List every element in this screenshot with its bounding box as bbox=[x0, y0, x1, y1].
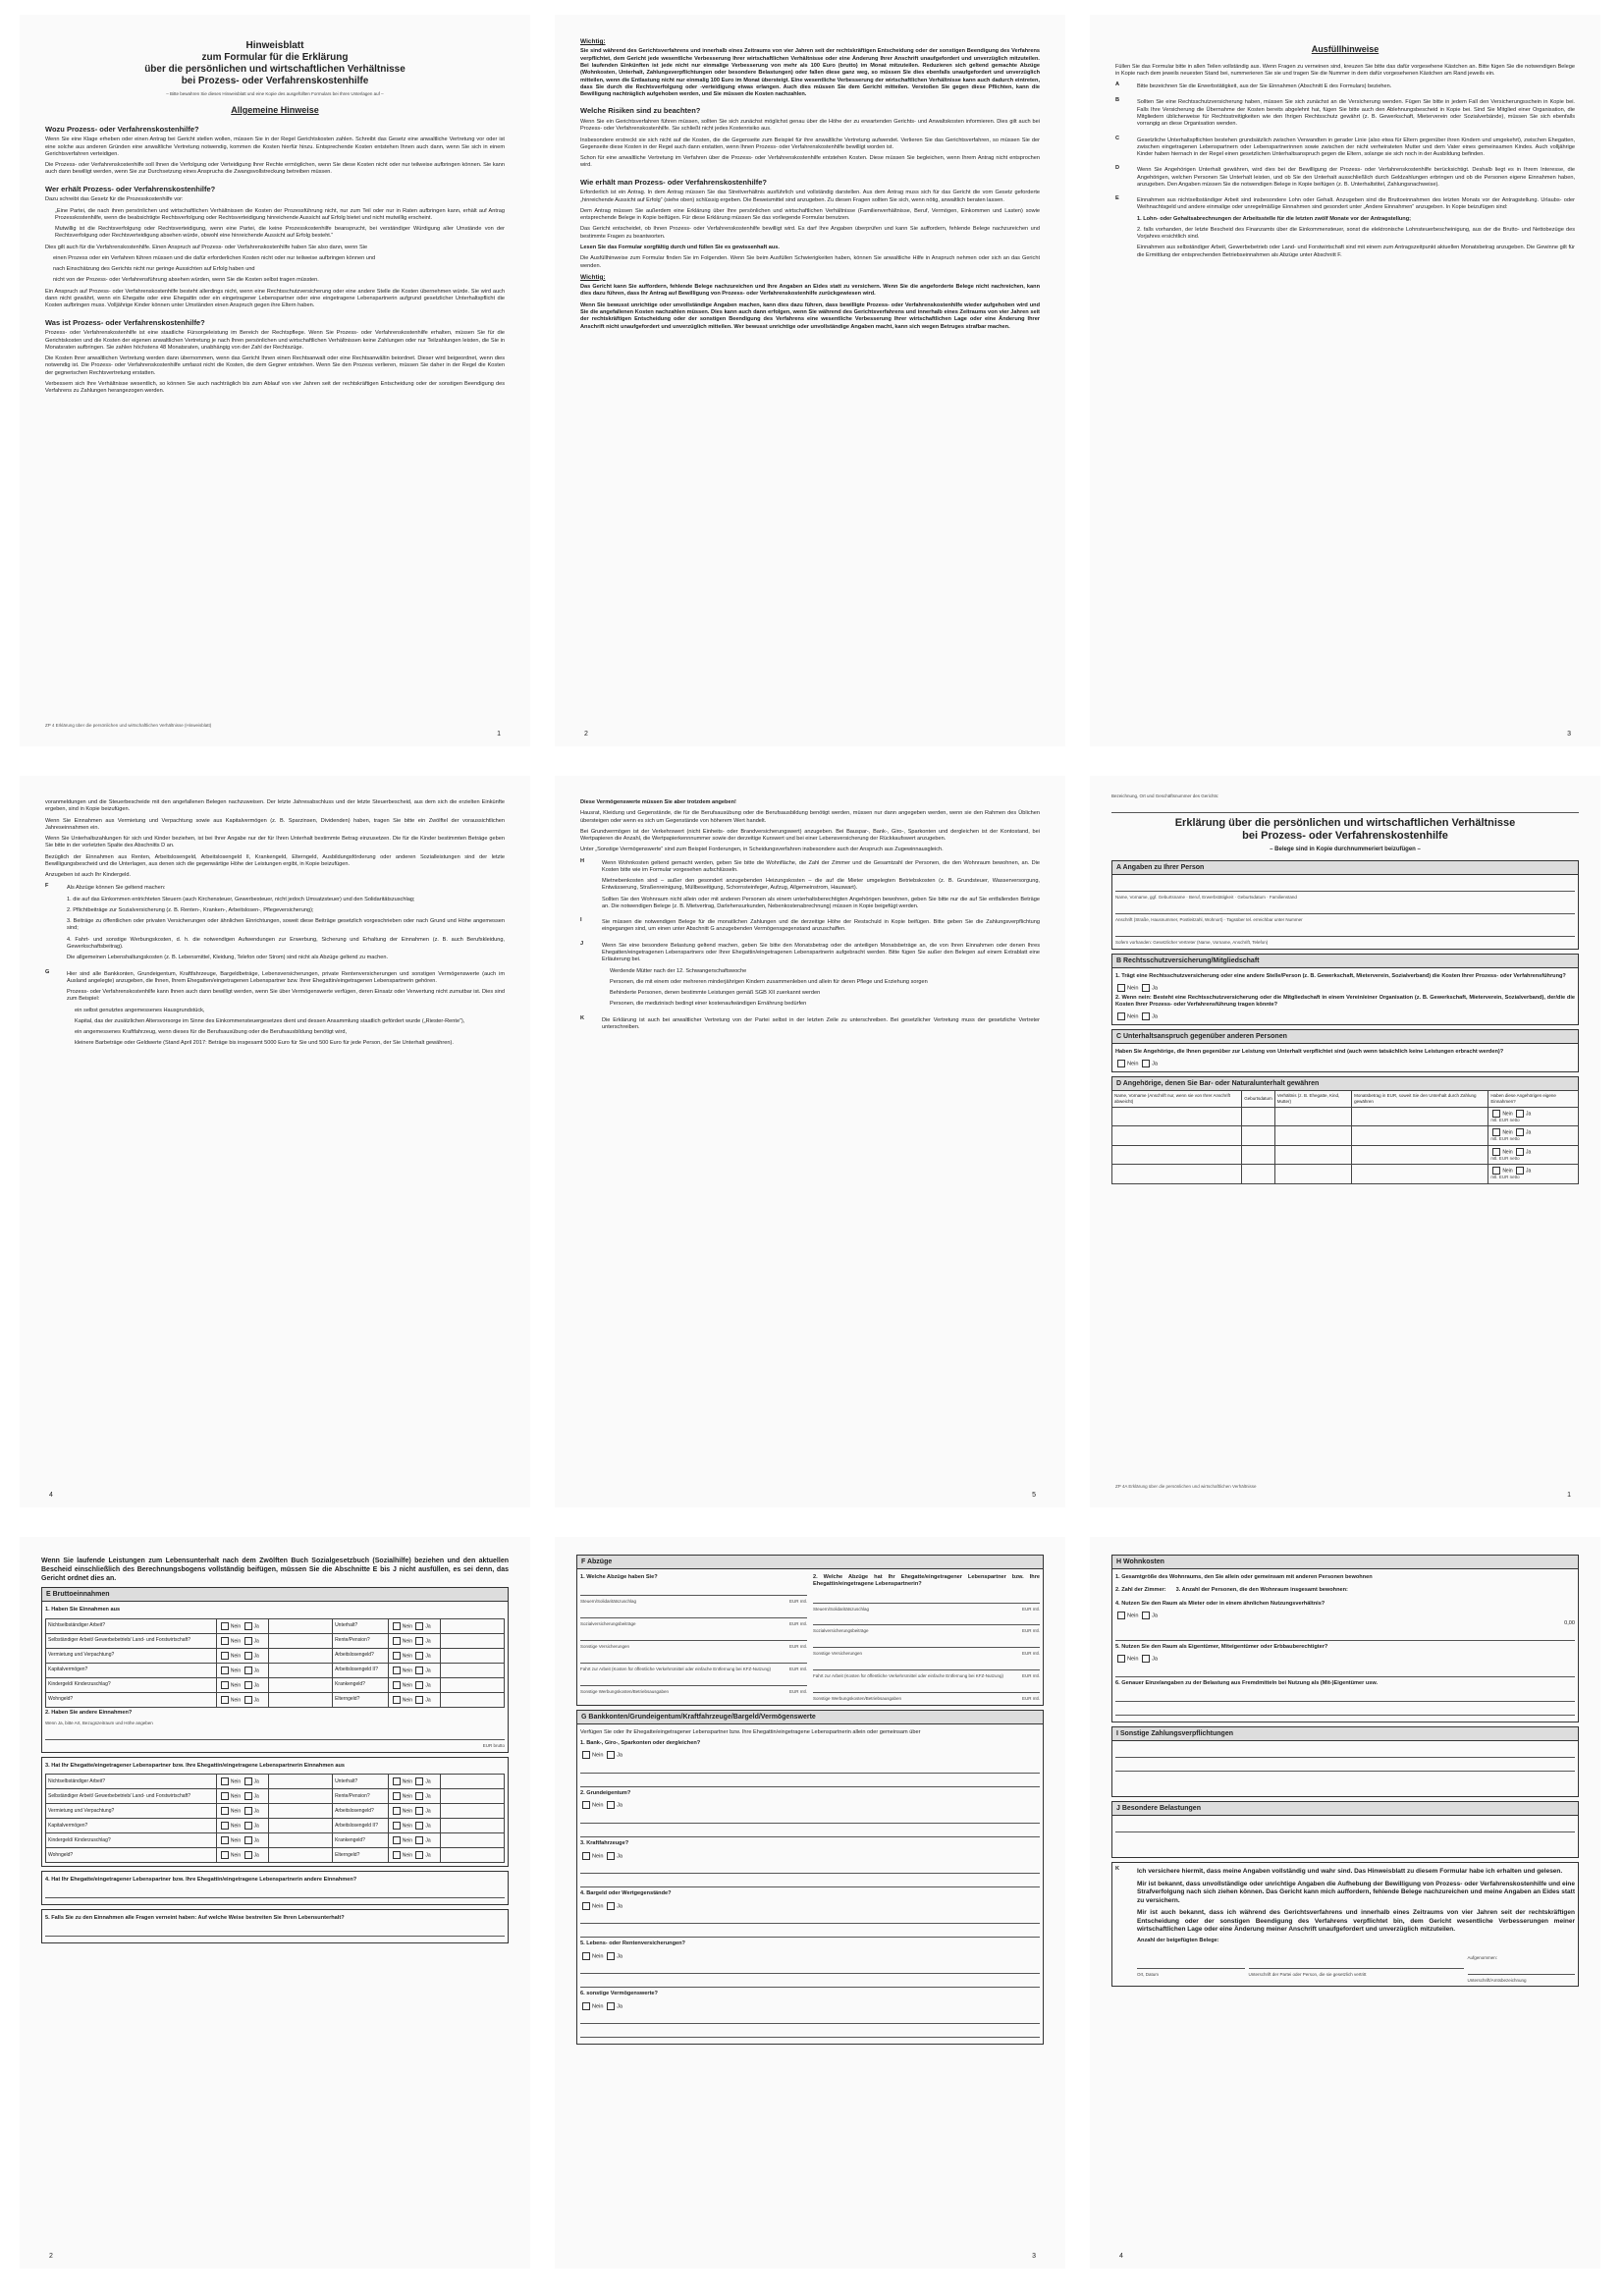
page-number: 4 bbox=[49, 1491, 53, 1499]
s2-quote2: Mutwillig ist die Rechtsverfolgung oder Rechtsverteidigung, wenn eine Partei, die keine Prozesskostenhilfe beansprucht, bei verständiger Würdigung aller Umstände von der Rechtsverfolgung oder Rechtsverteidigung absehen würde, obwohl eine hinreichende Aussicht auf Erfolg besteht.“ bbox=[55, 226, 505, 240]
income-type: Unterhalt? bbox=[333, 1774, 389, 1788]
date-field[interactable] bbox=[1137, 1958, 1245, 1969]
obtain-title: Wie erhält man Prozess- oder Verfahrenskostenhilfe? bbox=[580, 177, 767, 187]
table-row: Kapitalvermögen? Nein Ja Arbeitslosengeld II? Nein Ja bbox=[46, 1818, 505, 1832]
hint-F3: 3. Beiträge zu öffentlichen oder privaten Versicherungen oder ähnlichen Einrichtungen, soweit diese Beiträge gesetzlich vorgeschrieben oder nach Grund und Höhe angemessen sind; bbox=[67, 918, 505, 932]
status-label: Familienstand bbox=[1269, 895, 1297, 901]
label-I: I bbox=[580, 917, 582, 924]
I-field[interactable] bbox=[1115, 1747, 1575, 1758]
asset-item: 6. sonstige Vermögenswerte? Nein Ja bbox=[580, 1991, 1040, 2038]
yes-label: Ja bbox=[1152, 1061, 1158, 1067]
s1-title: Wozu Prozess- oder Verfahrenskostenhilfe? bbox=[45, 124, 199, 134]
H4-no-checkbox[interactable] bbox=[1117, 1612, 1125, 1619]
page-2 bbox=[555, 15, 1065, 746]
table-row: Nichtselbständiger Arbeit? Nein Ja Unterhalt? Nein Ja bbox=[46, 1618, 505, 1633]
table-row: Nein Ja mtl. EUR netto bbox=[1112, 1107, 1579, 1126]
D-col-income: Haben diese Angehörigen eigene Einnahmen? bbox=[1488, 1091, 1579, 1108]
table-row: Vermietung und Verpachtung? Nein Ja Arbeitslosengeld? Nein Ja bbox=[46, 1648, 505, 1663]
hint-E: Einnahmen aus nichtselbständiger Arbeit sind insbesondere Lohn oder Gehalt. Anzugeben sind die Bruttoeinnahmen des letzten Monats vor der Antragstellung. Urlaubs- oder Weihnachtsgeld und andere einmalige oder unregelmäßige Einnahmen sind gesondert unter „Andere Einnahmen“ anzugeben. In Kopie beizufügen sind: bbox=[1137, 197, 1575, 211]
attachments-label: Anzahl der beigefügten Belege: bbox=[1137, 1938, 1219, 1944]
hint-F: Als Abzüge können Sie geltend machen: bbox=[67, 885, 166, 892]
income-type: Elterngeld? bbox=[333, 1847, 389, 1862]
hint-E3: Einnahmen aus selbständiger Arbeit, Gewerbebetrieb oder Land- und Forstwirtschaft sind mit einem zum Antragszeitpunkt aktuellen Monatsbetrag anzugeben. Die Gewinne gilt für die Ermittlung der entsprechenden Betriebseinnahmen als Abzüge unter Abschnitt F. bbox=[1137, 245, 1575, 258]
hint-Jb2: Personen, die mit einem oder mehreren minderjährigen Kindern zusammenleben und allein für deren Pflege und Erziehung sorgen bbox=[610, 978, 928, 985]
label-J: J bbox=[580, 940, 584, 947]
H5-no-checkbox[interactable] bbox=[1117, 1655, 1125, 1663]
income-type: Selbständiger Arbeit/ Gewerbebetrieb/ Land- und Forstwirtschaft? bbox=[46, 1633, 217, 1648]
D-col-birth: Geburtsdatum bbox=[1242, 1091, 1275, 1108]
page-number: 3 bbox=[1567, 730, 1571, 738]
F1-question: 1. Welche Abzüge haben Sie? bbox=[580, 1574, 658, 1581]
page-6: Bezeichnung, Ort und Geschäftsnummer des Gerichts: Erklärung über die persönlichen und wirtschaftlichen Verhältnisse bei Prozess- oder Verfahrenskostenhilfe – Belege sind in Kopie durchnummeriert beizufügen – A Angaben zu Ihrer Person Name, Vorname, ggf. Geburtsname · Beruf, Erwerbstätigkeit · Geburtsdatum · Familienstand Anschrift (Straße, Hausnummer, Postleitzahl, Wohnort) · Tagsüber tel. erreichbar unter Nummer Sofern vorhanden: Gesetzlicher Vertreter (Name, Vorname, Anschrift, Telefon) B Rechtsschutzversicherung/Mitgliedschaft 1. Trägt eine Rechtsschutzversicherung oder eine andere Stelle/Person (z. B. Gewerkschaft, Mieterverein, Sozialverband) die Kosten Ihrer Prozess- oder Verfahrensführung? Nein Ja 2. Wenn nein: Besteht eine Rechtsschutzversicherung oder die Mitgliedschaft in einem Verein/einer Organisation (z. B. Gewerkschaft, Mieterverein, Sozialverband), der/die die Kosten Ihrer Prozess- oder Verfahrensführung tragen könnte? Nein Ja C Unterhaltsanspruch gegenüber anderen Personen Haben Sie Angehörige, die Ihnen gegenüber zur Leistung von Unterhalt verpflichtet sind (auch wenn tatsächlich keine Leistungen erbracht werden)? Nein Ja D Angehörige, denen Sie Bar- oder Naturalunterhalt gewähren Name, Vorname (Anschrift nur, wenn sie von Ihrer Anschrift abweicht) Geburtsdatum Verhältnis (z. B. Ehegatte, Kind, Mutter) Monatsbetrag in EUR, soweit Sie den Unterhalt durch Zahlung gewähren Haben diese Angehörigen eigene Einnahmen? Nein Ja mtl. EUR netto Nein Ja mtl. EUR netto Nein Ja mtl. EUR netto Nein Ja mtl. EUR netto ZP 4A Erklärung über die persönlichen und wirtschaftlichen Verhältnisse 1 bbox=[1090, 776, 1600, 1507]
H4-yes-checkbox[interactable] bbox=[1142, 1612, 1150, 1619]
H4-total: 0,00 bbox=[1564, 1619, 1575, 1626]
s1-text: Wenn Sie eine Klage erheben oder einen Antrag bei Gericht stellen wollen, müssen Sie in der Regel Gerichtskosten zahlen. Schreibt das Gesetz eine anwaltliche Vertretung vor oder ist eine solche aus anderen Gründen eine anwaltliche Vertretung notwendig, kommen die Kosten hierfür hinzu. Entsprechende Kosten entstehen Ihnen auch dann, wenn Sie sich in einem Gerichtsverfahren verteidigen. bbox=[45, 137, 505, 157]
table-row: Wohngeld? Nein Ja Elterngeld? Nein Ja bbox=[46, 1847, 505, 1862]
s2-title: Wer erhält Prozess- oder Verfahrenskostenhilfe? bbox=[45, 184, 216, 193]
D-col-relation: Verhältnis (z. B. Ehegatte, Kind, Mutter) bbox=[1274, 1091, 1351, 1108]
official-field[interactable] bbox=[1468, 1964, 1576, 1975]
income-type: Wohngeld? bbox=[46, 1847, 217, 1862]
income-type: Rente/Pension? bbox=[333, 1788, 389, 1803]
obtain-text2: Dem Antrag müssen Sie außerdem eine Erklärung über Ihre persönlichen und wirtschaftlichen Verhältnisse (Familienverhältnisse, Beruf, Vermögen, Einkommen und Lasten) sowie entsprechende Belege in Kopie beifügen. Für diese Erklärung müssen Sie das vorliegende Formular benutzen. bbox=[580, 207, 1040, 222]
hint-Jb1: Werdende Mütter nach der 12. Schwangerschaftswoche bbox=[610, 967, 747, 974]
s2-text2: Dies gilt auch für die Verfahrenskostenhilfe. Einen Anspruch auf Prozess- oder Verfahrenskostenhilfe haben Sie also dann, wenn Sie bbox=[45, 244, 368, 250]
income-type: Krankengeld? bbox=[333, 1677, 389, 1692]
obtain-text4: Lesen Sie das Formular sorgfältig durch und füllen Sie es gewissenhaft aus. bbox=[580, 244, 780, 250]
label-G: G bbox=[45, 968, 50, 975]
income-type: Vermietung und Verpachtung? bbox=[46, 1803, 217, 1818]
D-col-amount: Monatsbetrag in EUR, soweit Sie den Unterhalt durch Zahlung gewähren bbox=[1352, 1091, 1488, 1108]
E2-question: 2. Haben Sie andere Einnahmen? bbox=[45, 1709, 133, 1716]
E2-hint: Wenn Ja, bitte Art, Bezugszeitraum und Höhe angeben bbox=[45, 1720, 153, 1725]
C1-question: Haben Sie Angehörige, die Ihnen gegenüber zur Leistung von Unterhalt verpflichtet sind (auch wenn tatsächlich keine Leistungen erbracht werden)? bbox=[1115, 1049, 1504, 1056]
s2-b1: einen Prozess oder ein Verfahren führen müssen und die dafür erforderlichen Kosten nicht oder nur teilweise aufbringen können und bbox=[53, 254, 376, 261]
p4-t5: Anzugeben ist auch Ihr Kindergeld. bbox=[45, 872, 132, 879]
p5-t1: Hausrat, Kleidung und Gegenstände, die für die Berufsausübung oder die Berufsausbildung benötigt werden, müssen nur dann angegeben werden, wenn sie den Rahmen des Üblichen übersteigen oder wenn es sich um Gegenstände von höherem Wert handelt. bbox=[580, 810, 1040, 824]
fill-intro: Füllen Sie das Formular bitte in allen Teilen vollständig aus. Wenn Fragen zu verneinen sind, kreuzen Sie bitte das dafür vorgesehene Kästchen an. Bitte fügen Sie die notwendigen Belege in Kopie nach dem jeweils neuesten Stand bei, nummerieren Sie sie und tragen Sie die Nummer in dem dafür vorgesehenen Kästchen am Rand jeweils ein. bbox=[1115, 63, 1575, 77]
deduction-row[interactable]: Fahrt zur Arbeit (Kosten für öffentliche Verkehrsmittel oder einfache Entfernung bei KFZ-Nutzung) EUR mtl. bbox=[580, 1653, 807, 1672]
H4-field[interactable] bbox=[1115, 1630, 1575, 1641]
section-E: E Bruttoeinnahmen bbox=[41, 1587, 509, 1601]
section-D: D Angehörige, denen Sie Bar- oder Naturalunterhalt gewähren bbox=[1111, 1076, 1579, 1090]
table-row: Selbständiger Arbeit/ Gewerbebetrieb/ Land- und Forstwirtschaft? Nein Ja Rente/Pension? Nein Ja bbox=[46, 1788, 505, 1803]
page-4 bbox=[20, 776, 530, 1507]
hint-I: Sie müssen die notwendigen Belege für die monatlichen Zahlungen und die derzeitige Höhe der Restschuld in Kopie beifügen. Bitte geben Sie die Zahlungsverpflichtung eingegangen sind, um einen unter Abschnitt G anzugebenden Vermögensgegenstand anzuschaffen. bbox=[602, 919, 1040, 933]
name-label: Name, Vorname, ggf. Geburtsname bbox=[1115, 895, 1186, 901]
address-field[interactable] bbox=[1115, 903, 1575, 914]
income-type: Arbeitslosengeld II? bbox=[333, 1663, 389, 1677]
label-K: K bbox=[1115, 1866, 1120, 1873]
section-H: H Wohnkosten bbox=[1111, 1555, 1579, 1568]
asset-item: 5. Lebens- oder Rentenversicherungen? Nein Ja bbox=[580, 1941, 1040, 1988]
s3-text2: Die Kosten Ihrer anwaltlichen Vertretung werden dann übernommen, wenn das Gericht Ihnen einen Rechtsanwalt oder eine Rechtsanwältin beiordnet. Dieser wird beigeordnet, wenn dies notwendig ist. Die Prozess- oder Verfahrenskostenhilfe umfasst nicht die Kosten, die dem Gegner entstehen. Wenn Sie den Prozess verlieren, müssen Sie daher in der Regel die Kosten der gegnerischen Rechtsvertretung erstatten. bbox=[45, 355, 505, 376]
income-type: Selbständiger Arbeit/ Gewerbebetrieb/ Land- und Forstwirtschaft? bbox=[46, 1788, 217, 1803]
signature-label: Unterschrift der Partei oder Person, die sie gesetzlich vertritt bbox=[1248, 1971, 1367, 1977]
page-number: 4 bbox=[1119, 2252, 1123, 2260]
income-table bbox=[45, 1618, 505, 1708]
name-field[interactable] bbox=[1115, 881, 1575, 892]
H6-field-2[interactable] bbox=[1115, 1705, 1575, 1716]
asset-item: 4. Bargeld oder Wertgegenstände? Nein Ja bbox=[580, 1890, 1040, 1938]
hint-F5: Die allgemeinen Lebenshaltungskosten (z. B. Lebensmittel, Kleidung, Telefon oder Strom) sind nicht als Abzüge geltend zu machen. bbox=[67, 955, 389, 961]
p4-t2: Wenn Sie Einnahmen aus Vermietung und Verpachtung sowie aus Kapitalvermögen (z. B. Sparzinsen, Dividenden) haben, tragen Sie bitte ein Zwölftel der voraussichtlichen Jahreseinnahmen ein. bbox=[45, 817, 505, 831]
hint-Jb4: Personen, die medizinisch bedingt einer kostenaufwändigen Ernährung bedürfen bbox=[610, 1001, 807, 1008]
footer: ZP 4A Erklärung über die persönlichen und wirtschaftlichen Verhältnisse bbox=[1115, 1484, 1257, 1490]
section-I: I Sonstige Zahlungsverpflichtungen bbox=[1111, 1726, 1579, 1740]
E5-question: 5. Falls Sie zu den Einnahmen alle Fragen verneint haben: Auf welche Weise bestreiten Sie Ihren Lebensunterhalt? bbox=[45, 1915, 345, 1922]
income-type: Nichtselbständiger Arbeit? bbox=[46, 1618, 217, 1633]
H6-field[interactable] bbox=[1115, 1691, 1575, 1702]
s3-title: Was ist Prozess- oder Verfahrenskostenhilfe? bbox=[45, 317, 205, 327]
E1-question: 1. Haben Sie Einnahmen aus bbox=[45, 1607, 121, 1613]
hint-G: Hier sind alle Bankkonten, Grundeigentum, Kraftfahrzeuge, Bargeldbeträge, Lebensversicherungen, private Rentenversicherungen und sonstigen Vermögenswerte (auch im Ausland angelegte) anzugeben, die Ihnen, Ihrem Ehegatten/eingetragenen Lebenspartner bzw. Ihrer Ehegattin/eingetragenen Lebenspartnerin gehören. bbox=[67, 970, 505, 984]
no-label: Nein bbox=[1127, 985, 1139, 992]
E2-field[interactable] bbox=[45, 1729, 505, 1740]
hint-F4: 4. Fahrt- und sonstige Werbungskosten, d. h. die notwendigen Aufwendungen zur Erwerbung, Sicherung und Erhaltung der Einnahmen (z. B. auch Berufskleidung, Gewerkschaftsbeitrag). bbox=[67, 936, 505, 950]
B2-no-checkbox[interactable] bbox=[1117, 1012, 1125, 1020]
table-row: Nein Ja mtl. EUR netto bbox=[1112, 1145, 1579, 1165]
fill-heading: Ausfüllhinweise bbox=[1311, 44, 1380, 54]
page-number: 1 bbox=[1567, 1491, 1571, 1499]
asset-item: 1. Bank-, Giro-, Sparkonten oder dergleichen? Nein Ja bbox=[580, 1740, 1040, 1787]
H3-question: 3. Anzahl der Personen, die den Wohnraum insgesamt bewohnen: bbox=[1175, 1587, 1348, 1594]
asset-item: 2. Grundeigentum? Nein Ja bbox=[580, 1790, 1040, 1837]
yes-label: Ja bbox=[1152, 985, 1158, 992]
important-text: Sie sind während des Gerichtsverfahrens und innerhalb eines Zeitraums von vier Jahren seit der rechtskräftigen Entscheidung oder der sonstigen Beendigung des Verfahrens verpflichtet, dem Gericht jede wesentliche Verbesserung Ihrer wirtschaftlichen Verhältnisse oder eine Änderung Ihrer Anschrift unaufgefordert und unverzüglich mitzuteilen. Bei laufenden Einkünften ist jede nicht nur einmalige Verbesserung von mehr als 100 Euro (brutto) im Monat mitzuteilen. Reduzieren sich geltend gemachte Abzüge (Wohnkosten, Unterhalt, Zahlungsverpflichtungen oder besondere Belastungen) oder fallen diese ganz weg, so müssen Sie dies ebenfalls unaufgefordert und unverzüglich mitteilen, wenn die Entlastung nicht nur einmalig 100 Euro im Monat übersteigt. Eine wesentliche Verbesserung der wirtschaftlichen Verhältnisse kann auch dadurch eintreten, dass Sie durch die Rechtsverfolgung oder -verteidigung etwas erlangen. Auch dies müssen Sie dem Gericht mitteilen. Verstoßen Sie gegen diese Pflichten, kann die Bewilligung nachträglich aufgehoben werden, und Sie müssen die Kosten nachzahlen. bbox=[580, 48, 1040, 98]
E4-field[interactable] bbox=[45, 1887, 505, 1898]
birth-label: Geburtsdatum bbox=[1237, 895, 1266, 901]
deduction-row[interactable]: Fahrt zur Arbeit (Kosten für öffentliche Verkehrsmittel oder einfache Entfernung bei KFZ-Nutzung) EUR mtl. bbox=[813, 1660, 1040, 1679]
table-row: Nein Ja mtl. EUR netto bbox=[1112, 1126, 1579, 1146]
p4-top: voranmeldungen und die Steuerbescheide mit den angefallenen Belegen nachzuweisen. Der letzte Jahresabschluss und der letzte Steuerbescheid, aus dem sich die erzielten Einkünfte ergeben, sind in Kopie beizufügen. bbox=[45, 799, 505, 813]
B1-question: 1. Trägt eine Rechtsschutzversicherung oder eine andere Stelle/Person (z. B. Gewerkschaft, Mieterverein, Sozialverband) die Kosten Ihrer Prozess- oder Verfahrensführung? bbox=[1115, 972, 1566, 979]
hint-H2: Mietnebenkosten sind – außer den gesondert anzugebenden Heizungskosten – die auf die Mieter umgelegten Betriebskosten (z. B. Grundsteuer, Wasserversorgung, Entwässerung, Straßenreinigung, Müllbeseitigung, Schornsteinfeger, Aufzug, Allgemeinstrom, Hauswart). bbox=[602, 878, 1040, 892]
section-C: C Unterhaltsanspruch gegenüber anderen Personen bbox=[1111, 1029, 1579, 1043]
label-K: K bbox=[580, 1014, 585, 1021]
C-no-checkbox[interactable] bbox=[1117, 1060, 1125, 1067]
hint-B: Sollten Sie eine Rechtsschutzversicherung haben, müssen Sie sich zunächst an die Versicherung wenden. Fügen Sie bitte in jedem Fall den Versicherungsschein in Kopie bei. Falls Ihre Versicherung die Übernahme der Kosten bereits abgelehnt hat, fügen Sie bitte auch den Ablehnungsbescheid in Kopie bei. Sind Sie Mitglied einer Organisation, die Mitgliedern üblicherweise für Rechtsstreitigkeiten wie den Ihrigen Rechtsschutz gewährt (z. B. Gewerkschaft, Mieterverein oder Sozialverbände), müssen Sie sich ebenfalls vorrangig an diese Organisation wenden. bbox=[1137, 99, 1575, 128]
s3-text: Prozess- oder Verfahrenskostenhilfe ist eine staatliche Fürsorgeleistung im Bereich der Rechtspflege. Wenn Sie Prozess- oder Verfahrenskostenhilfe erhalten, müssen Sie für die Gerichtskosten und die Kosten der eigenen anwaltlichen Vertretung je nach Ihren persönlichen und wirtschaftlichen Verhältnissen keine Zahlungen oder nur Teilzahlungen leisten, die Sie in Monatsraten aufbringen. Sie zahlen höchstens 48 Monatsraten, unabhängig von der Zahl der Rechtszüge. bbox=[45, 330, 505, 351]
hint-Gb2: Kapital, das der zusätzlichen Altersvorsorge im Sinne des Einkommensteuergesetzes dient und dessen Ansammlung staatlich gefördert wurde („Riester-Rente“), bbox=[75, 1017, 465, 1024]
deduction-row[interactable]: Sonstige Versicherungen EUR mtl. bbox=[580, 1630, 807, 1650]
deduction-row[interactable]: Sonstige Werbungskosten/Betriebsausgaben EUR mtl. bbox=[580, 1675, 807, 1695]
eur-brutto: EUR brutto bbox=[482, 1742, 505, 1748]
income-type: Arbeitslosengeld II? bbox=[333, 1818, 389, 1832]
legal-rep-label: Sofern vorhanden: Gesetzlicher Vertreter (Name, Vorname, Anschrift, Telefon) bbox=[1115, 939, 1269, 945]
risks-text2: Insbesondere erstreckt sie sich nicht auf die Kosten, die die Gegenseite zum Beispiel für ihre anwaltliche Vertretung aufwendet. Verlieren Sie das Gerichtsverfahren, so müssen Sie der Gegenseite diese Kosten in der Regel auch dann erstatten, wenn Ihnen Prozess- oder Verfahrenskostenhilfe bewilligt worden ist. bbox=[580, 137, 1040, 150]
page-5 bbox=[555, 776, 1065, 1507]
s1-text2: Die Prozess- oder Verfahrenskostenhilfe soll Ihnen die Verfolgung oder Verteidigung Ihrer Rechte ermöglichen, wenn Sie diese Kosten nicht oder nur teilweise aufbringen können. Sie kann auch dann bewilligt werden, wenn Sie zur Durchsetzung eines Anspruchs die Zwangsvollstreckung betreiben müssen. bbox=[45, 162, 505, 176]
B2-yes-checkbox[interactable] bbox=[1142, 1012, 1150, 1020]
table-row: Wohngeld? Nein Ja Elterngeld? Nein Ja bbox=[46, 1692, 505, 1707]
form-title: Erklärung über die persönlichen und wirtschaftlichen Verhältnisse bei Prozess- oder Verfahrenskostenhilfe bbox=[1174, 816, 1516, 843]
H2-question: 2. Zahl der Zimmer: bbox=[1115, 1587, 1166, 1594]
dependents-table bbox=[1111, 1090, 1579, 1184]
table-row: Selbständiger Arbeit/ Gewerbebetrieb/ Land- und Forstwirtschaft? Nein Ja Rente/Pension? Nein Ja bbox=[46, 1633, 505, 1648]
J-field[interactable] bbox=[1115, 1822, 1575, 1832]
section-G: G Bankkonten/Grundeigentum/Kraftfahrzeuge/Bargeld/Vermögenswerte bbox=[576, 1710, 1044, 1723]
table-row: Kapitalvermögen? Nein Ja Arbeitslosengeld II? Nein Ja bbox=[46, 1663, 505, 1677]
page-number: 5 bbox=[1032, 1491, 1036, 1499]
page-7 bbox=[20, 1537, 530, 2269]
hint-F2: 2. Pflichtbeiträge zur Sozialversicherung (z. B. Renten-, Kranken-, Arbeitslosen-, Pflegeversicherung); bbox=[67, 906, 314, 913]
section-J: J Besondere Belastungen bbox=[1111, 1801, 1579, 1815]
s3-text3: Verbessern sich Ihre Verhältnisse wesentlich, so können Sie auch nachträglich bis zum Ablauf von vier Jahren seit der rechtskräftigen Entscheidung oder der sonstigen Beendigung des Verfahrens zu Zahlungen herangezogen werden. bbox=[45, 380, 505, 395]
hint-title: Hinweisblatt zum Formular für die Erklärung über die persönlichen und wirtschaftlichen Verhältnisse bei Prozess- oder Verfahrenskostenhilfe bbox=[144, 40, 406, 86]
s2-b3: nicht von der Prozess- oder Verfahrensführung absehen würden, wenn Sie die Kosten selbst tragen müssten. bbox=[53, 277, 319, 284]
general-heading: Allgemeine Hinweise bbox=[231, 104, 319, 115]
page-9: H Wohnkosten 1. Gesamtgröße des Wohnraums, den Sie allein oder gemeinsam mit anderen Personen bewohnen 2. Zahl der Zimmer: 3. Anzahl der Personen, die den Wohnraum insgesamt bewohnen: 4. Nutzen Sie den Raum als Mieter oder in einem ähnlichen Nutzungsverhältnis? Nein Ja 0,00 5. Nutzen Sie den Raum als Eigentümer, Miteigentümer oder Erbbauberechtigter? Nein Ja 6. Genauer Einzelangaben zu der Belastung aus Fremdmitteln bei Nutzung als (Mit-)Eigentümer usw. I Sonstige Zahlungsverpflichtungen J Besondere Belastungen K Ich versichere hiermit, dass meine Angaben vollständig und wahr sind. Das Hinweisblatt zu diesem Formular habe ich erhalten und gelesen. Mir ist bekannt, dass unvollständige oder unrichtige Angaben die Aufhebung der Bewilligung von Prozess- oder Verfahrenskostenhilfe und eine Strafverfolgung nach sich ziehen können. Das Gericht kann mich auffordern, fehlende Belege nachzureichen und meine Angaben an Eides statt zu versichern. Mir ist auch bekannt, dass ich während des Gerichtsverfahrens und innerhalb eines Zeitraums von vier Jahren seit der rechtskräftigen Entscheidung oder der sonstigen Beendigung des Verfahrens verpflichtet bin, dem Gericht wesentliche Verbesserungen meiner wirtschaftlichen Lage oder eine Änderung meiner Anschrift unaufgefordert und unverzüglich mitzuteilen. Anzahl der beigefügten Belege: Ort, Datum Unterschrift der Partei oder Person, die sie gesetzlich vertritt Aufgenommen: Unterschrift/Amtsbezeichnung 4 bbox=[1090, 1537, 1600, 2269]
court-label: Bezeichnung, Ort und Geschäftsnummer des Gerichts: bbox=[1111, 793, 1219, 798]
deduction-row[interactable]: Steuern/Solidaritätszuschlag EUR mtl. bbox=[580, 1585, 807, 1605]
income-type: Rente/Pension? bbox=[333, 1633, 389, 1648]
H5-question: 5. Nutzen Sie den Raum als Eigentümer, Miteigentümer oder Erbbauberechtigter? bbox=[1115, 1643, 1328, 1650]
table-row: Nein Ja mtl. EUR netto bbox=[1112, 1165, 1579, 1184]
income-type: Wohngeld? bbox=[46, 1692, 217, 1707]
E4-question: 4. Hat Ihr Ehegatte/eingetragener Lebenspartner bzw. Ihre Ehegattin/eingetragene Lebenspartnerin andere Einnahmen? bbox=[45, 1876, 357, 1883]
income-type: Kapitalvermögen? bbox=[46, 1663, 217, 1677]
page-number: 1 bbox=[497, 730, 501, 738]
hint-F1: 1. die auf das Einkommen entrichteten Steuern (auch Kirchensteuer, Gewerbesteuer, nicht jedoch Umsatzsteuer) und den Solidaritätszuschlag; bbox=[67, 896, 415, 902]
table-row: Kindergeld/ Kinderzuschlag? Nein Ja Krankengeld? Nein Ja bbox=[46, 1677, 505, 1692]
phone-label: Tagsüber tel. erreichbar unter Nummer bbox=[1226, 916, 1303, 922]
H1-question: 1. Gesamtgröße des Wohnraums, den Sie allein oder gemeinsam mit anderen Personen bewohnen bbox=[1115, 1574, 1373, 1581]
yes-label: Ja bbox=[1152, 1013, 1158, 1020]
deduction-row[interactable]: Sonstige Versicherungen EUR mtl. bbox=[813, 1637, 1040, 1657]
H6-question: 6. Genauer Einzelangaben zu der Belastung aus Fremdmitteln bei Nutzung als (Mit-)Eigentümer usw. bbox=[1115, 1679, 1379, 1686]
hint-A: Bitte bezeichnen Sie die Erwerbstätigkeit, aus der Sie Einnahmen (Abschnitt E des Formulars) beziehen. bbox=[1137, 83, 1392, 90]
C-yes-checkbox[interactable] bbox=[1142, 1060, 1150, 1067]
official-label: Unterschrift/Amtsbezeichnung bbox=[1467, 1977, 1527, 1983]
no-label: Nein bbox=[1127, 1061, 1139, 1067]
income-type: Kindergeld/ Kinderzuschlag? bbox=[46, 1677, 217, 1692]
page-1 bbox=[20, 15, 530, 746]
H4-question: 4. Nutzen Sie den Raum als Mieter oder in einem ähnlichen Nutzungsverhältnis? bbox=[1115, 1600, 1325, 1607]
K2-text: Mir ist bekannt, dass unvollständige oder unrichtige Angaben die Aufhebung der Bewilligung von Prozess- oder Verfahrenskostenhilfe und eine Strafverfolgung nach sich ziehen können. Das Gericht kann mich auffordern, fehlende Belege nachzureichen und meine Angaben an Eides statt zu versichern. bbox=[1137, 1880, 1575, 1904]
important2-text: Das Gericht kann Sie auffordern, fehlende Belege nachzureichen und Ihre Angaben an Eides statt zu versichern. Wenn Sie die angeforderte Belege nicht nachreichen, kann dies dazu führen, dass Ihr Antrag auf Bewilligung von Prozess- oder Verfahrenskostenhilfe zurückgewiesen wird. bbox=[580, 284, 1040, 298]
income-type: Arbeitslosengeld? bbox=[333, 1648, 389, 1663]
section-B: B Rechtsschutzversicherung/Mitgliedschaft bbox=[1111, 954, 1579, 967]
income-type: Vermietung und Verpachtung? bbox=[46, 1648, 217, 1663]
asset-item: 3. Kraftfahrzeuge? Nein Ja bbox=[580, 1840, 1040, 1887]
income-type: Nichtselbständiger Arbeit? bbox=[46, 1774, 217, 1788]
K1-text: Ich versichere hiermit, dass meine Angaben vollständig und wahr sind. Das Hinweisblatt zu diesem Formular habe ich erhalten und gelesen. bbox=[1137, 1868, 1563, 1876]
I-field-2[interactable] bbox=[1115, 1761, 1575, 1772]
legal-rep-field[interactable] bbox=[1115, 926, 1575, 937]
section-F: F Abzüge bbox=[576, 1555, 1044, 1568]
hint-E2: 2. falls vorhanden, der letzte Bescheid des Finanzamts über die Einkommensteuer, sonst die elektronische Lohnsteuerbescheinigung, aus der die Brutto- und Nettobezüge des Vorjahres ersichtlich sind. bbox=[1137, 226, 1575, 241]
hint-H: Wenn Wohnkosten geltend gemacht werden, geben Sie bitte die Wohnfläche, die Zahl der Zimmer und die Gesamtzahl der Personen, die den Wohnraum bewohnen, an. Die Kosten bitte wie im Formular vorgesehen aufschlüsseln. bbox=[602, 859, 1040, 873]
H5-yes-checkbox[interactable] bbox=[1142, 1655, 1150, 1663]
p5-t2: Bei Grundvermögen ist der Verkehrswert (nicht Einheits- oder Brandversicherungswert) anzugeben. Bei Bauspar-, Bank-, Giro-, Sparkonten und dergleichen ist der Kontostand, bei Wertpapieren die Anzahl, die Wertpapierkennnummer sowie der derzeitige Kurswert und bei einer Lebensversicherung der Rückkaufswert anzugeben. bbox=[580, 828, 1040, 843]
table-row: Vermietung und Verpachtung? Nein Ja Arbeitslosengeld? Nein Ja bbox=[46, 1803, 505, 1818]
obtain-text: Erforderlich ist ein Antrag. In dem Antrag müssen Sie das Streitverhältnis ausführlich und vollständig darstellen. Aus dem Antrag muss sich für das Gericht die vom Gesetz geforderte „hinreichende Aussicht auf Erfolg“ (siehe oben) schlüssig ergeben. Die Beweismittel sind anzugeben. Zu diesen Fragen sollten Sie sich, wenn nötig, anwaltlich beraten lassen. bbox=[580, 190, 1040, 203]
hint-E1: 1. Lohn- oder Gehaltsabrechnungen der Arbeitsstelle für die letzten zwölf Monate vor der Antragstellung; bbox=[1137, 215, 1411, 222]
K3-text: Mir ist auch bekannt, dass ich während des Gerichtsverfahrens und innerhalb eines Zeitraums von vier Jahren seit der rechtskräftigen Entscheidung oder der sonstigen Beendigung des Verfahrens verpflichtet bin, dem Gericht wesentliche Verbesserungen meiner wirtschaftlichen Lage oder eine Änderung meiner Anschrift unaufgefordert und unverzüglich mitzuteilen. bbox=[1137, 1909, 1575, 1933]
hint-Gb4: kleinere Barbeträge oder Geldwerte (Stand April 2017: Beträge bis insgesamt 5000 Euro für Sie und 500 Euro für jede Person, der Sie Unterhalt gewähren). bbox=[75, 1040, 454, 1047]
hint-K: Die Erklärung ist auch bei anwaltlicher Vertretung von der Partei selbst in der letzten Zeile zu unterschreiben. Bei gesetzlicher Vertretung muss der gesetzliche Vertreter unterschreiben. bbox=[602, 1016, 1040, 1030]
page-3: Ausfüllhinweise Füllen Sie das Formular bitte in allen Teilen vollständig aus. Wenn Fragen zu verneinen sind, kreuzen Sie bitte das dafür vorgesehene Kästchen an. Bitte fügen Sie die notwendigen Belege in Kopie nach dem jeweils neuesten Stand bei, nummerieren Sie sie und tragen Sie die Nummer in dem dafür vorgesehenen Kästchen am Rand jeweils ein. A Bitte bezeichnen Sie die Erwerbstätigkeit, aus der Sie Einnahmen (Abschnitt E des Formulars) beziehen. B Sollten Sie eine Rechtsschutzversicherung haben, müssen Sie sich zunächst an die Versicherung wenden. Fügen Sie bitte in jedem Fall den Versicherungsschein in Kopie bei. Falls Ihre Versicherung die Übernahme der Kosten bereits abgelehnt hat, fügen Sie bitte auch den Ablehnungsbescheid in Kopie bei. Sind Sie Mitglied einer Organisation, die Mitgliedern üblicherweise für Rechtsstreitigkeiten wie den Ihrigen Rechtsschutz gewährt (z. B. Gewerkschaft, Mieterverein oder Sozialverbände), müssen Sie sich ebenfalls vorrangig an diese Organisation wenden. C Gesetzliche Unterhaltspflichten bestehen grundsätzlich zwischen Verwandten in gerader Linie (also etwa für Eltern gegenüber ihren Kindern und umgekehrt), zwischen Ehegatten, zwischen eingetragenen Lebenspartnern oder Lebenspartnerinnen sowie zwischen der nicht verheirateten Mutter und dem Vater eines gemeinsamen Kindes. Auch volljährige Kinder haben hiernach in der Regel einen gesetzlichen Unterhaltsanspruch gegen die Eltern, solange sie sich noch in der Ausbildung befinden. D Wenn Sie Angehörigen Unterhalt gewähren, wird dies bei der Bewilligung der Prozess- oder Verfahrenskostenhilfe berücksichtigt. Deshalb liegt es in Ihrem Interesse, die Angehörigen, welchen Personen Sie Unterhalt leisten, und ob Sie den Unterhalt ausschließlich durch Geldzahlungen erbringen und ob die Personen eigene Einnahmen haben, anzugeben. Den Angaben müssen Sie die notwendigen Belege in Kopie beifügen (z. B. Unterhaltstitel, Zahlungsnachweise). E Einnahmen aus nichtselbständiger Arbeit sind insbesondere Lohn oder Gehalt. Anzugeben sind die Bruttoeinnahmen des letzten Monats vor der Antragstellung. Urlaubs- oder Weihnachtsgeld und andere einmalige oder unregelmäßige Einnahmen sind gesondert unter „Andere Einnahmen“ anzugeben. In Kopie beizufügen sind: 1. Lohn- oder Gehaltsabrechnungen der Arbeitsstelle für die letzten zwölf Monate vor der Antragstellung; 2. falls vorhanden, der letzte Bescheid des Finanzamts über die Einkommensteuer, sonst die elektronische Lohnsteuerbescheinigung, aus der die Brutto- und Nettobezüge des Vorjahres ersichtlich sind. Einnahmen aus selbständiger Arbeit, Gewerbebetrieb oder Land- und Forstwirtschaft sind mit einem zum Antragszeitpunkt aktuellen Monatsbetrag anzugeben. Die Gewinne gilt für die Ermittlung der entsprechenden Betriebseinnahmen als Abzüge unter Abschnitt F. 3 bbox=[1090, 15, 1600, 746]
hint-D: Wenn Sie Angehörigen Unterhalt gewähren, wird dies bei der Bewilligung der Prozess- oder Verfahrenskostenhilfe berücksichtigt. Deshalb liegt es in Ihrem Interesse, die Angehörigen, welchen Personen Sie Unterhalt leisten, und ob Sie den Unterhalt ausschließlich durch Geldzahlungen erbringen und ob die Personen eigene Einnahmen haben, anzugeben. Den Angaben müssen Sie die notwendigen Belege in Kopie beifügen (z. B. Unterhaltstitel, Zahlungsnachweise). bbox=[1137, 167, 1575, 188]
label-F: F bbox=[45, 883, 49, 890]
obtain-text3: Das Gericht entscheidet, ob Ihnen Prozess- oder Verfahrenskostenhilfe bewilligt wird. Es darf Ihre Angaben überprüfen und kann Sie auffordern, fehlende Belege nachzureichen und bestimmte Fragen zu beantworten. bbox=[580, 226, 1040, 240]
footer: ZP 4 Erklärung über die persönlichen und wirtschaftlichen Verhältnisse (Hinweisblatt) bbox=[45, 723, 212, 729]
page-number: 2 bbox=[49, 2252, 53, 2260]
signature-field[interactable] bbox=[1249, 1958, 1464, 1969]
hint-G2: Prozess- oder Verfahrenskostenhilfe kann Ihnen auch dann bewilligt werden, wenn Sie über Vermögenswerte verfügen, deren Einsatz oder Verwertung nicht zumutbar ist. Dies sind zum Beispiel: bbox=[67, 989, 505, 1003]
income-type: Unterhalt? bbox=[333, 1618, 389, 1633]
label-H: H bbox=[580, 857, 585, 864]
obtain-text5: Die Ausfüllhinweise zum Formular finden Sie im Folgenden. Wenn Sie beim Ausfüllen Schwierigkeiten haben, können Sie anwaltliche Hilfe in Anspruch nehmen oder sich an das Gericht wenden. bbox=[580, 255, 1040, 269]
important-label: Wichtig: bbox=[580, 38, 606, 45]
s2-text: Dazu schreibt das Gesetz für die Prozesskostenhilfe vor: bbox=[45, 196, 184, 203]
hint-C: Gesetzliche Unterhaltspflichten bestehen grundsätzlich zwischen Verwandten in gerader Linie (also etwa für Eltern gegenüber ihren Kindern und umgekehrt), zwischen Ehegatten, zwischen eingetragenen Lebenspartnern oder Lebenspartnerinnen sowie zwischen der nicht verheirateten Mutter und dem Vater eines gemeinsamen Kindes. Auch volljährige Kinder haben hiernach in der Regel einen gesetzlichen Unterhaltsanspruch gegen die Eltern, solange sie sich noch in der Ausbildung befinden. bbox=[1137, 137, 1575, 158]
p5-top: Diese Vermögenswerte müssen Sie aber trotzdem angeben! bbox=[580, 799, 736, 805]
deduction-row[interactable]: Sonstige Werbungskosten/Betriebsausgaben EUR mtl. bbox=[813, 1682, 1040, 1702]
hint-note: – Bitte bewahren Sie dieses Hinweisblatt und eine Kopie des ausgefüllten Formulars bei Ihren Unterlagen auf – bbox=[166, 91, 384, 96]
important2-text2: Wenn Sie bewusst unrichtige oder unvollständige Angaben machen, kann dies dazu führen, dass bewilligte Prozess- oder Verfahrenskostenhilfe wieder aufgehoben wird und Sie die angefallenen Kosten nachzahlen müssen. Dies kann auch dann erfolgen, wenn Sie während des Gerichtsverfahrens und innerhalb eines Zeitraums von vier Jahren seit der rechtskräftigen Entscheidung oder der sonstigen Beendigung des Verfahrens eine wesentliche Verbesserung Ihrer wirtschaftlichen Lage oder eine Änderung Ihrer Anschrift nicht unaufgefordert und unverzüglich mitteilen. Wer bewusst unrichtige oder unvollständige Angaben macht, kann sich wegen Betruges strafbar machen. bbox=[580, 301, 1040, 330]
section-A: A Angaben zu Ihrer Person bbox=[1111, 860, 1579, 874]
B2-question: 2. Wenn nein: Besteht eine Rechtsschutzversicherung oder die Mitgliedschaft in einem Verein/einer Organisation (z. B. Gewerkschaft, Mieterverein, Sozialverband), der/die die Kosten Ihrer Prozess- oder Verfahrensführung tragen könnte? bbox=[1115, 994, 1575, 1009]
address-label: Anschrift (Straße, Hausnummer, Postleitzahl, Wohnort) bbox=[1115, 916, 1223, 922]
hint-Jb3: Behinderte Personen, denen bestimmte Leistungen gemäß SGB XII zuerkannt werden bbox=[610, 990, 821, 997]
court-field[interactable] bbox=[1111, 802, 1579, 813]
page-number: 2 bbox=[584, 730, 588, 738]
p4-t4: Bezüglich der Einnahmen aus Renten, Arbeitslosengeld, Arbeitslosengeld II, Krankengeld, Elterngeld, Ausbildungsförderung oder anderen Sozialleistungen sind der letzte Bewilligungsbescheid und die Unterlagen, aus denen sich die gegenwärtige Höhe der Leistungen ergibt, in Kopie beizufügen. bbox=[45, 853, 505, 867]
D-col-name: Name, Vorname (Anschrift nur, wenn sie von Ihrer Anschrift abweicht) bbox=[1112, 1091, 1242, 1108]
p4-t3: Wenn Sie Unterhaltszahlungen für sich und Kinder beziehen, ist bei Ihrer Angabe nur der für Ihren Unterhalt bestimmte Betrag einzusetzen. Die für die Kinder bestimmten Beträge geben Sie bitte in der vorletzten Spalte des Abschnitts D an. bbox=[45, 836, 505, 849]
page-number: 3 bbox=[1032, 2252, 1036, 2260]
recorded-label: Aufgenommen: bbox=[1467, 1954, 1498, 1960]
E3-question: 3. Hat Ihr Ehegatte/eingetragener Lebenspartner bzw. Ihre Ehegattin/eingetragene Lebenspartnerin Einnahmen aus bbox=[45, 1762, 346, 1769]
F2-question: 2. Welche Abzüge hat Ihr Ehegatte/eingetragener Lebenspartner bzw. Ihre Ehegattin/eingetragene Lebenspartnerin? bbox=[813, 1574, 1040, 1588]
page-8 bbox=[555, 1537, 1065, 2269]
table-row: Nichtselbständiger Arbeit? Nein Ja Unterhalt? Nein Ja bbox=[46, 1774, 505, 1788]
hint-J: Wenn Sie eine besondere Belastung geltend machen, geben Sie bitte den Monatsbetrag oder die anteiligen Monatsbeträge an, die von Ihren Einnahmen oder denen Ihres Ehegatten/eingetragenen Lebenspartners oder Ihrer Ehegattin/eingetragenen Lebenspartnerin aufgebracht werden. Bitte fügen Sie außer den Belegen auf einem Extrablatt eine Erläuterung bei. bbox=[602, 942, 1040, 963]
s2-text3: Ein Anspruch auf Prozess- oder Verfahrenskostenhilfe besteht allerdings nicht, wenn eine Rechtsschutzversicherung oder eine andere Stelle die Kosten übernehmen würde. Sie wird auch dann nicht gewährt, wenn ein Ehegatte oder eine Ehegattin oder ein eingetragener Lebenspartner oder eine eingetragene Lebenspartnerin aufgrund gesetzlicher Unterhaltspflicht die Kosten aufbringen muss. Volljährige Kinder können unter Umständen einen Anspruch gegen ihre Eltern haben. bbox=[45, 288, 505, 309]
table-row: Kindergeld/ Kinderzuschlag? Nein Ja Krankengeld? Nein Ja bbox=[46, 1832, 505, 1847]
p5-t3: Unter „Sonstige Vermögenswerte“ sind zum Beispiel Forderungen, in Scheidungsverfahren insbesondere auch der Anspruch aus Zugewinnausgleich. bbox=[580, 847, 944, 853]
H5-field[interactable] bbox=[1115, 1667, 1575, 1677]
partner-income-table bbox=[45, 1774, 505, 1863]
income-type: Elterngeld? bbox=[333, 1692, 389, 1707]
date-label: Ort, Datum bbox=[1137, 1971, 1160, 1977]
deduction-row[interactable]: Sozialversicherungsbeiträge EUR mtl. bbox=[813, 1614, 1040, 1634]
risks-title: Welche Risiken sind zu beachten? bbox=[580, 106, 701, 116]
income-type: Arbeitslosengeld? bbox=[333, 1803, 389, 1818]
important2-label: Wichtig: bbox=[580, 273, 606, 281]
hint-H3: Sollten Sie den Wohnraum nicht allein oder mit anderen Personen als einem unterhaltsberechtigten Angehörigen bewohnen, geben Sie bitte nur die auf Sie entfallenden Beträge an. Die notwendigen Belege (z. B. Mietvertrag, Darlehensurkunden, Nebenkostenabrechnung) müssen in Kopie beigefügt werden. bbox=[602, 896, 1040, 909]
p7-top: Wenn Sie laufende Leistungen zum Lebensunterhalt nach dem Zwölften Buch Sozialgesetzbuch (Sozialhilfe) beziehen und den aktuellen Bescheid einschließlich des Berechnungsbogens vollständig beifügen, müssen Sie die Abschnitte E bis J nicht ausfüllen, es sei denn, das Gericht ordnet dies an. bbox=[41, 1558, 509, 1583]
s2-b2: nach Einschätzung des Gerichts nicht nur geringe Aussichten auf Erfolg haben und bbox=[53, 266, 255, 273]
income-type: Kapitalvermögen? bbox=[46, 1818, 217, 1832]
deduction-row[interactable]: Steuern/Solidaritätszuschlag EUR mtl. bbox=[813, 1593, 1040, 1613]
no-label: Nein bbox=[1127, 1013, 1139, 1020]
hint-Gb3: ein angemessenes Kraftfahrzeug, wenn dieses für die Berufsausübung oder die Berufsausbildung benötigt wird, bbox=[75, 1029, 348, 1036]
E5-field[interactable] bbox=[45, 1926, 505, 1937]
B1-yes-checkbox[interactable] bbox=[1142, 984, 1150, 992]
form-subtitle: – Belege sind in Kopie durchnummeriert beizufügen – bbox=[1270, 847, 1421, 853]
B1-no-checkbox[interactable] bbox=[1117, 984, 1125, 992]
job-label: Beruf, Erwerbstätigkeit bbox=[1189, 895, 1234, 901]
s2-quote: „Eine Partei, die nach ihren persönlichen und wirtschaftlichen Verhältnissen die Kosten der Prozessführung nicht, nur zum Teil oder nur in Raten aufbringen kann, erhält auf Antrag Prozesskostenhilfe, wenn die beabsichtigte Rechtsverfolgung oder Rechtsverteidigung hinreichende Aussicht auf Erfolg bietet und nicht mutwillig erscheint. bbox=[55, 207, 505, 221]
hint-Gb1: ein selbst genutztes angemessenes Hausgrundstück, bbox=[75, 1007, 205, 1013]
income-type: Kindergeld/ Kinderzuschlag? bbox=[46, 1832, 217, 1847]
risks-text: Wenn Sie ein Gerichtsverfahren führen müssen, sollten Sie sich zunächst möglichst genau über die Höhe der zu erwartenden Gerichts- und Anwaltskosten informieren. Dies gilt auch bei Prozess- oder Verfahrenskostenhilfe. Sie schließt nicht jedes Kostenrisiko aus. bbox=[580, 119, 1040, 133]
G-intro: Verfügen Sie oder Ihr Ehegatte/eingetragener Lebenspartner bzw. Ihre Ehegattin/eingetragene Lebenspartnerin allein oder gemeinsam über bbox=[580, 1728, 921, 1735]
deduction-row[interactable]: Sozialversicherungsbeiträge EUR mtl. bbox=[580, 1608, 807, 1627]
risks-text3: Schon für eine anwaltliche Vertretung im Verfahren über die Prozess- oder Verfahrenskostenhilfe entstehen Kosten. Diese müssen Sie begleichen, wenn Ihrem Antrag nicht entsprochen wird. bbox=[580, 155, 1040, 169]
income-type: Krankengeld? bbox=[333, 1832, 389, 1847]
